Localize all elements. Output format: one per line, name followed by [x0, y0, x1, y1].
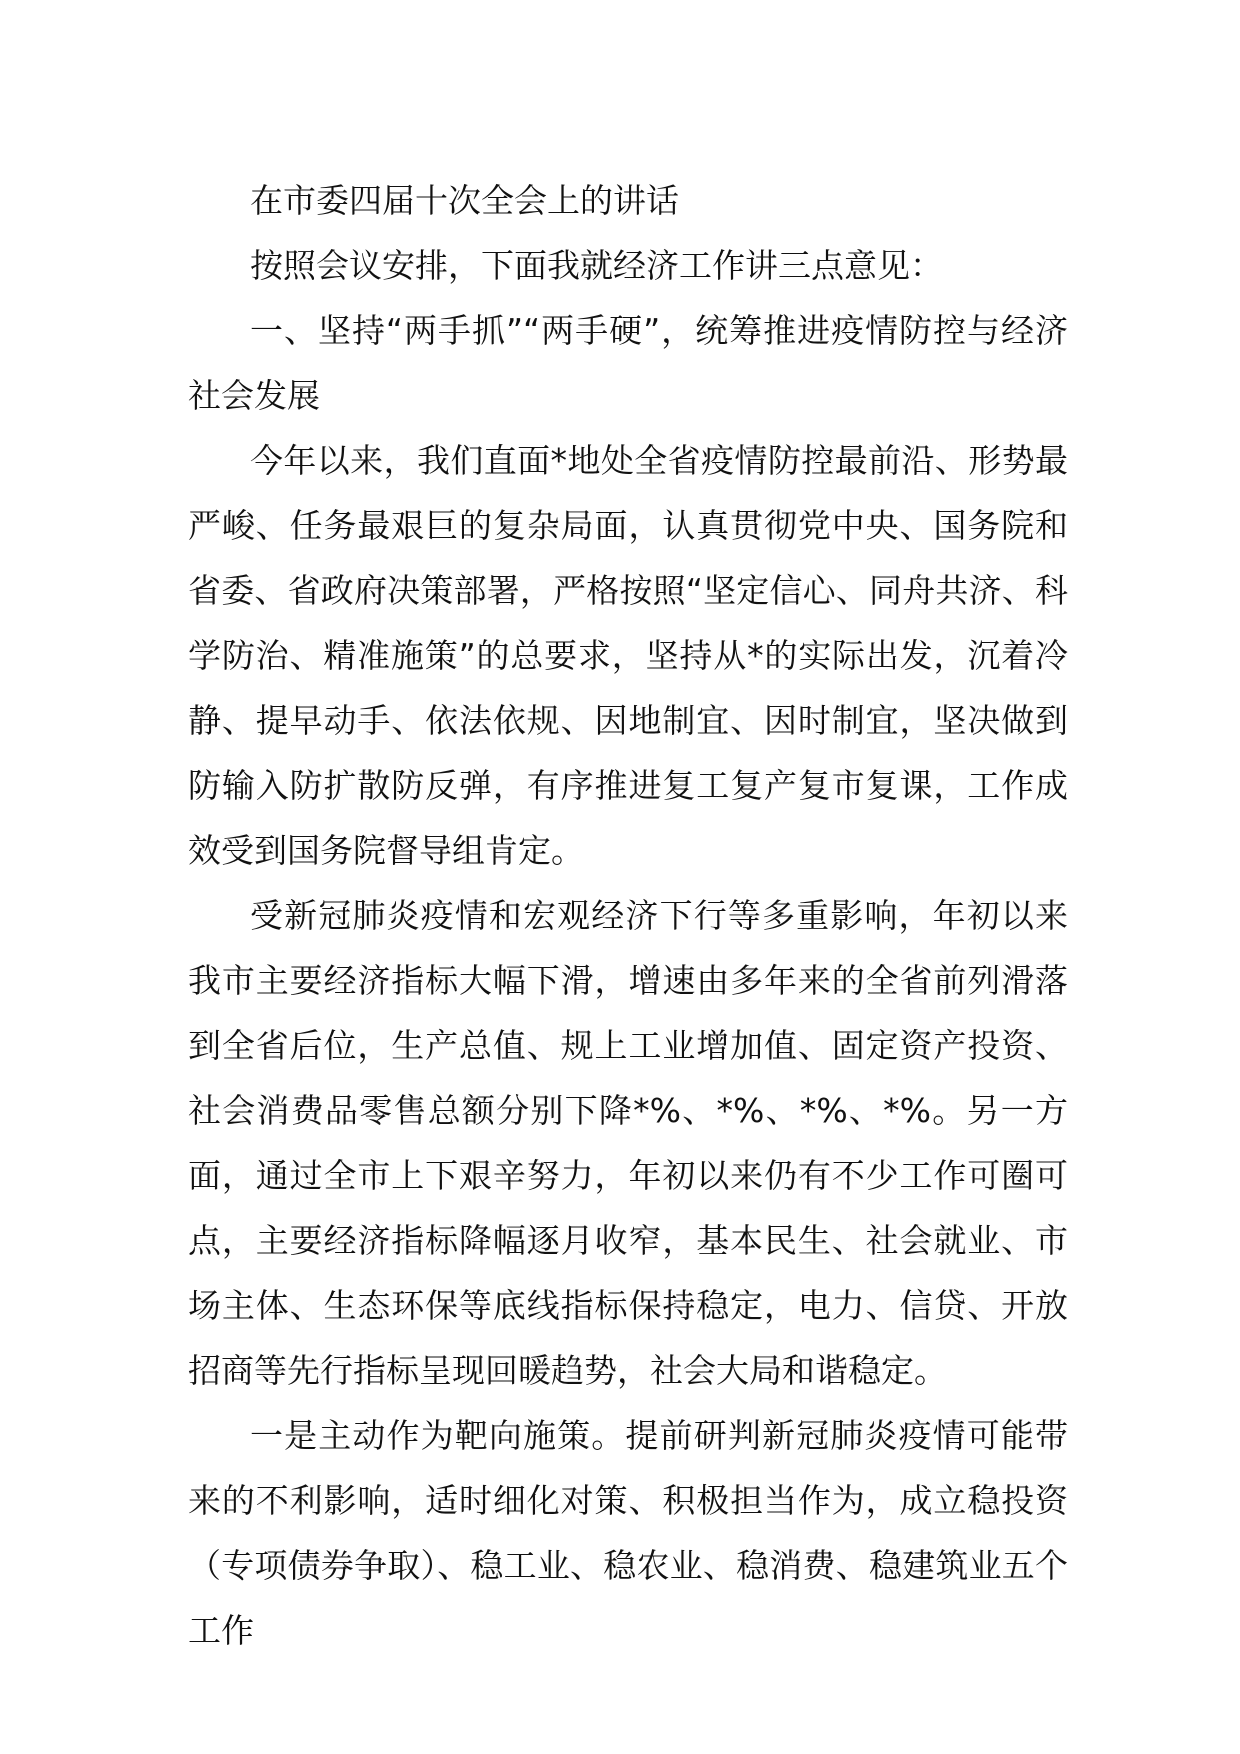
intro-paragraph: 按照会议安排，下面我就经济工作讲三点意见： — [250, 246, 943, 285]
document-body — [188, 168, 1068, 1663]
body-paragraph: 今年以来，我们直面*地处全省疫情防控最前沿、形势最严峻、任务最艰巨的复杂局面，认真贯彻党中央、国务院和省委、省政府决策部署，严格按照“坚定信心、同舟共济、科学防治、精准施策”的总要求，坚持从*的实际出发，沉着冷静、提早动手、依法依规、因地制宜、因时制宜，坚决做到防输入防扩散防反弹，有序推进复工复产复市复课，工作成效受到国务院督导组肯定。 — [188, 441, 1068, 870]
body-paragraph: 一是主动作为靶向施策。提前研判新冠肺炎疫情可能带来的不利影响，适时细化对策、积极担当作为，成立稳投资（专项债券争取）、稳工业、稳农业、稳消费、稳建筑业五个工作 — [188, 1416, 1068, 1650]
document-title: 在市委四届十次全会上的讲话 — [250, 181, 679, 220]
section-heading: 一、坚持“两手抓”“两手硬”，统筹推进疫情防控与经济社会发展 — [188, 311, 1068, 415]
body-paragraph: 受新冠肺炎疫情和宏观经济下行等多重影响，年初以来我市主要经济指标大幅下滑，增速由多年来的全省前列滑落到全省后位，生产总值、规上工业增加值、固定资产投资、社会消费品零售总额分别下降*%、*%、*%、*%。另一方面，通过全市上下艰辛努力，年初以来仍有不少工作可圈可点，主要经济指标降幅逐月收窄，基本民生、社会就业、市场主体、生态环保等底线指标保持稳定，电力、信贷、开放招商等先行指标呈现回暖趋势，社会大局和谐稳定。 — [188, 896, 1068, 1390]
